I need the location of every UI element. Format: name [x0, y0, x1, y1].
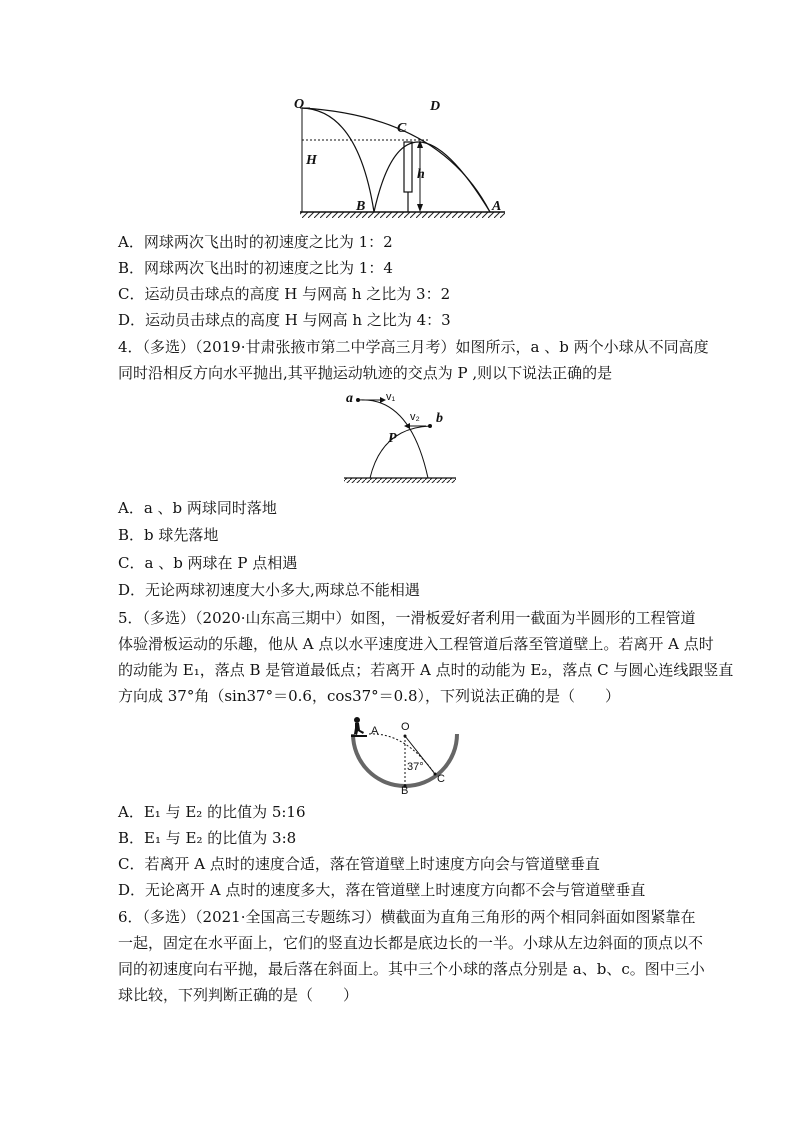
q5-option-a: A．E₁ 与 E₂ 的比值为 5:16	[118, 803, 306, 821]
label-v2: v₂	[410, 411, 420, 423]
q6-stem-line2: 一起，固定在水平面上，它们的竖直边长都是底边长的一半。小球从左边斜面的顶点以不	[118, 934, 704, 952]
q3-option-c: C．运动员击球点的高度 H 与网高 h 之比为 3：2	[118, 285, 451, 303]
label-A: A	[492, 199, 502, 214]
q4-option-b: B．b 球先落地	[118, 526, 219, 544]
q4-stem-line1: 4．（多选）（2019·甘肃张掖市第二中学高三月考）如图所示，a 、b 两个小球从不同高度	[118, 338, 709, 356]
q3-option-b: B．网球两次飞出时的初速度之比为 1：4	[118, 259, 393, 277]
label-O: O	[401, 721, 410, 733]
q3-option-d: D．运动员击球点的高度 H 与网高 h 之比为 4：3	[118, 311, 451, 329]
q3-option-a: A．网球两次飞出时的初速度之比为 1：2	[118, 233, 393, 251]
label-B: B	[356, 199, 366, 214]
q5-option-b: B．E₁ 与 E₂ 的比值为 3:8	[118, 829, 297, 847]
label-angle: 37°	[407, 761, 424, 773]
q5-option-c: C．若离开 A 点时的速度合适，落在管道壁上时速度方向会与管道壁垂直	[118, 855, 600, 873]
label-B: B	[401, 785, 409, 796]
q5-stem-line4: 方向成 37°角（sin37°＝0.6，cos37°＝0.8），下列说法正确的是（ ）	[118, 687, 621, 705]
trajectory-A-C	[369, 734, 435, 774]
q4-option-d: D．无论两球初速度大小多大,两球总不能相遇	[118, 581, 420, 599]
label-H: H	[306, 153, 317, 168]
figure-half-pipe	[345, 714, 465, 796]
q4-stem-line2: 同时沿相反方向水平抛出,其平抛运动轨迹的交点为 P ,则以下说法正确的是	[118, 364, 613, 382]
label-D: D	[430, 99, 441, 114]
q6-stem-line1: 6．（多选）（2021·全国高三专题练习）横截面为直角三角形的两个相同斜面如图紧靠在	[118, 908, 696, 926]
figure-tennis-trajectory	[290, 92, 520, 222]
label-a: a	[346, 391, 353, 406]
q5-option-d: D．无论离开 A 点时的速度多大，落在管道壁上时速度方向都不会与管道壁垂直	[118, 881, 646, 899]
label-C: C	[437, 773, 445, 785]
q6-stem-line3: 同的初速度向右平抛，最后落在斜面上。其中三个小球的落点分别是 a、b、c。图中三小	[118, 960, 705, 978]
label-A: A	[371, 725, 379, 737]
label-C: C	[397, 121, 407, 136]
trajectory-bounce	[302, 108, 490, 212]
trajectory-direct	[302, 108, 490, 212]
q4-option-c: C．a 、b 两球在 P 点相遇	[118, 554, 298, 572]
q5-stem-line1: 5．（多选）（2020·山东高三期中）如图，一滑板爱好者利用一截面为半圆形的工程管道	[118, 609, 696, 627]
label-O: O	[294, 97, 305, 112]
label-b: b	[436, 411, 443, 426]
q6-stem-line4: 球比较，下列判断正确的是（ ）	[118, 986, 359, 1004]
figure-two-balls	[340, 390, 460, 490]
q5-stem-line2: 体验滑板运动的乐趣，他从 A 点以水平速度进入工程管道后落至管道壁上。若离开 A 点时	[118, 635, 714, 653]
label-h: h	[417, 167, 425, 182]
label-P: P	[388, 431, 397, 446]
q4-option-a: A．a 、b 两球同时落地	[118, 499, 277, 517]
q5-stem-line3: 的动能为 E₁，落点 B 是管道最低点；若离开 A 点时的动能为 E₂，落点 C 与圆心连线跟竖直	[118, 661, 734, 679]
ground-hatch	[300, 212, 505, 218]
label-v1: v₁	[386, 391, 396, 403]
net-post	[404, 142, 412, 192]
